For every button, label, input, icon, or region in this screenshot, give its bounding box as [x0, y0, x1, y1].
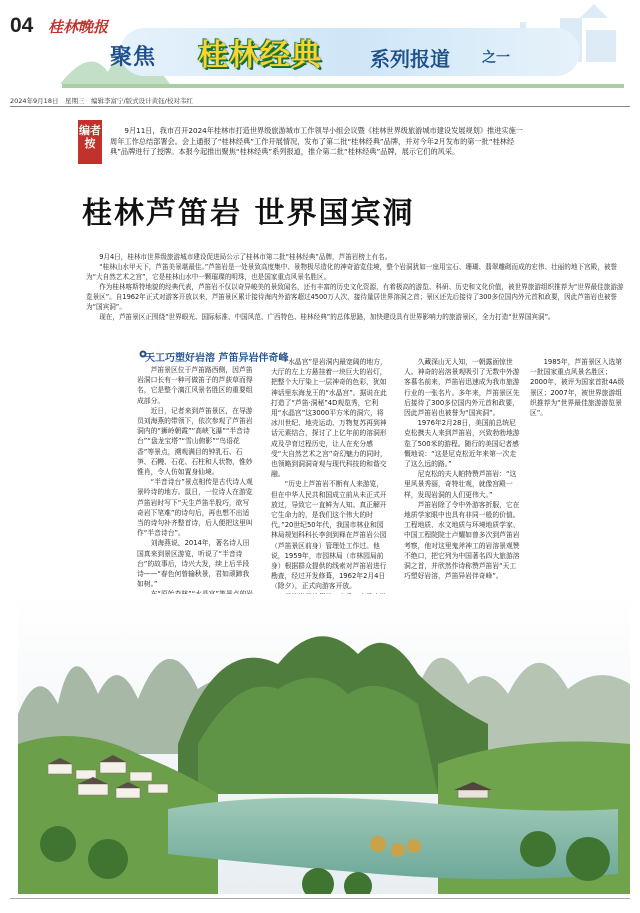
body-paragraph: 芦笛景区位于芦笛路西侧，因芦笛岩洞口长有一种可做笛子的芦荻草而得名，它是整个漓江风景名胜区的重要组成部分。 [137, 366, 253, 405]
masthead [0, 0, 640, 92]
text-column-3 [404, 357, 522, 581]
body-paragraph: 芦笛岩除了令中外游客折服，它在地质学家眼中也具有非同一般的价值。工程地质、水文地质与环境地质学家、中国工程院院士卢耀如曾多次到芦笛岩考察，他对这里鬼斧神工的岩溶景观赞不绝口，把它列为中国著名四大旅游溶洞之首，并欣然作诗称赞芦笛岩“天工巧塑好岩溶，芦笛异岩伴奇峰”。 [404, 500, 520, 581]
article-lead [86, 252, 626, 322]
body-paragraph: “水晶宫”是岩洞内最宽阔的地方，大厅的左上方悬挂着一块巨大的岩灯，把整个大厅染上一层神奇的色彩，犹如神话里东海龙王的“水晶宫”。据说在此打造了“芦笛·洞秘”4D观览秀，它利用“水晶宫”这3000平方米的洞穴，将冰川世纪、地壳运动、万物复苏再到神话元素结合，探讨了上亿年前的溶洞形成及孕育过程历史，让人在充分感受“大自然艺术之宫”奇幻魅力的同时，也领略到洞洞奇观与现代科技的和谐交融。 [271, 358, 387, 479]
body-paragraph: “半音诗台”景点相传是古代诗人观景吟诗的地方。鼠日，一位诗人在游览芦笛岩时写下“天生芦笛半股巧，欲写奇岩下笔难”的诗句后，再也想不出适当的诗句补齐整首诗，后人便把这里叫作“半音诗台”。 [137, 478, 253, 538]
banner-backdrop [120, 28, 580, 76]
lead-paragraph: 作为桂林喀斯特地貌的经典代表，芦笛岩不仅以奇异峻美的景致闻名，还有丰富的历史文化资源，有着极高的游览、科研、历史和文化价值，被世界旅游组织推荐为“世界最佳旅游游览景区”。自1962年正式对游客开放以来，芦笛景区累计接待海内外游客超过4500万人次，接待量居世界溶洞之首；景区还先后接待了300多位国内外元首和政要，因此芦笛岩也被誉为“国宾洞”。 [86, 283, 624, 311]
lead-paragraph: 现在，芦笛景区正围绕“世界眼光、国际标准、中国风范、广西特色、桂林经典”的总体思路，加快建设具有世界影响力的旅游景区，全力打造“世界国宾洞”。 [99, 313, 555, 321]
dateline: 2024年9月18日 星期三 编辑李富宁/版式设计黄钰/校对韦红 [10, 97, 193, 105]
banner-part-number: 之一 [482, 50, 510, 66]
landscape-photo [18, 594, 630, 894]
body-paragraph: 刘海燕说，2014年，著名诗人田国真来到景区游览，听说了“半音诗台”的故事后，诗兴大发，续上后半段诗——“春色何曾输秋景，君如顽蹄我如树。” [137, 539, 250, 589]
body-paragraph: “历史上芦笛岩不断有人来游览，但在中华人民共和国成立前从未正式开放过，导致它一直鲜为人知。真正解开它生命力的，是我们这个伟大的时代。”20世纪50年代，我国市林业和园林局规划科科长李剑到释在芦笛岩公园（芦笛景区前身）管理处工作过。他说，1959年，市园林局（市林园局前身）根据群众提供的线索对芦笛岩进行勘查，经过开发修葺，1962年2月4日（除夕），正式向游客开放。 [271, 480, 387, 591]
body-paragraph: 久藏深山无人知，一朝露面惊世人。神奇的岩溶景观吸引了无数中外游客慕名前来，芦笛岩迅速成为我市旅游行业的一张名片。多年来，芦笛景区先后接待了300多位国内外元首和政要，因此芦笛岩也被誉为“国宾洞”。 [404, 358, 520, 418]
text-column-4 [530, 357, 628, 418]
editor-note-tag: 编者按 [78, 120, 102, 164]
page-number: 04 [10, 14, 34, 37]
lead-paragraph: 9月4日，桂林市世界级旅游城市建设促进局公示了桂林市第二批“桂林经典”品牌，芦笛岩榜上有名。 [99, 253, 392, 261]
lead-paragraph: “桂林山水甲天下，芦笛美景堪最佳。”芦笛岩是一处景致高度集中、景物极尽造化的神奇游览佳境，整个岩洞犹如一座用宝石、珊瑚、翡翠雕砌而成的宏伟、壮丽的地下宫殿，被誉为“大自然艺术之宫”，它是桂林山水中一颗璀璨的明珠，也是国家重点风景名胜区。 [86, 263, 618, 281]
divider [10, 898, 630, 899]
article-headline: 桂林芦笛岩 世界国宾洞 [82, 196, 415, 231]
banner-classic-text: 桂林经典 [198, 38, 322, 73]
editor-note-text: 9月11日，我市召开2024年桂林市打造世界级旅游城市工作领导小组会议暨《桂林世界级旅游城市建设发展规划》推进实施一周年工作总结部署会。会上通报了“桂林经典”工作开展情况，发布了第二批“桂林经典”品牌，并对今年2月发布的第一批“桂林经典”品牌进行了授牌。本报今起推出聚焦“桂林经典”系列报道，推介第二批“桂林经典”品牌，展示它们的风采。 [110, 126, 523, 156]
section-subhead: 天工巧塑好岩溶 芦笛异岩伴奇峰 [145, 353, 289, 364]
banner-series-text: 系列报道 [370, 47, 450, 71]
banner-focus-text: 聚焦 [110, 45, 157, 70]
body-paragraph: 尼克松的夫人帕特赞芦笛岩：“这里风景秀丽，奇特壮观，就像宫殿一样，发现岩洞的人们更伟大。” [404, 470, 517, 499]
body-paragraph: 1985年，芦笛景区入选第一批国家重点风景名胜区；2000年，被评为国家首批4A级景区；2007年，被世界旅游组织推荐为“世界最佳旅游游览景区”。 [530, 358, 625, 418]
body-paragraph: 1976年2月28日，美国前总统尼克松携夫人来到芦笛岩，兴致勃勃地游览了500米的游程。随行的美国记者感慨地说：“这是尼克松近年来第一次走了这么远的路。” [404, 419, 520, 469]
paper-name-logo: 桂林晚报 [48, 18, 109, 36]
divider [10, 106, 630, 107]
body-paragraph: 近日，记者来到芦笛景区，在导游员刘海燕的带领下，依次参观了芦笛岩洞内的“狮岭朝霞”“高峡飞瀑”“半音诗台”“盘龙宝塔”“雪山俯影”“鸟语花香”等景点，溯观满目的钟乳石、石笋、石幔、石花、石柱和人状物，惟妙惟肖，令人仿如置身仙境。 [137, 406, 253, 477]
